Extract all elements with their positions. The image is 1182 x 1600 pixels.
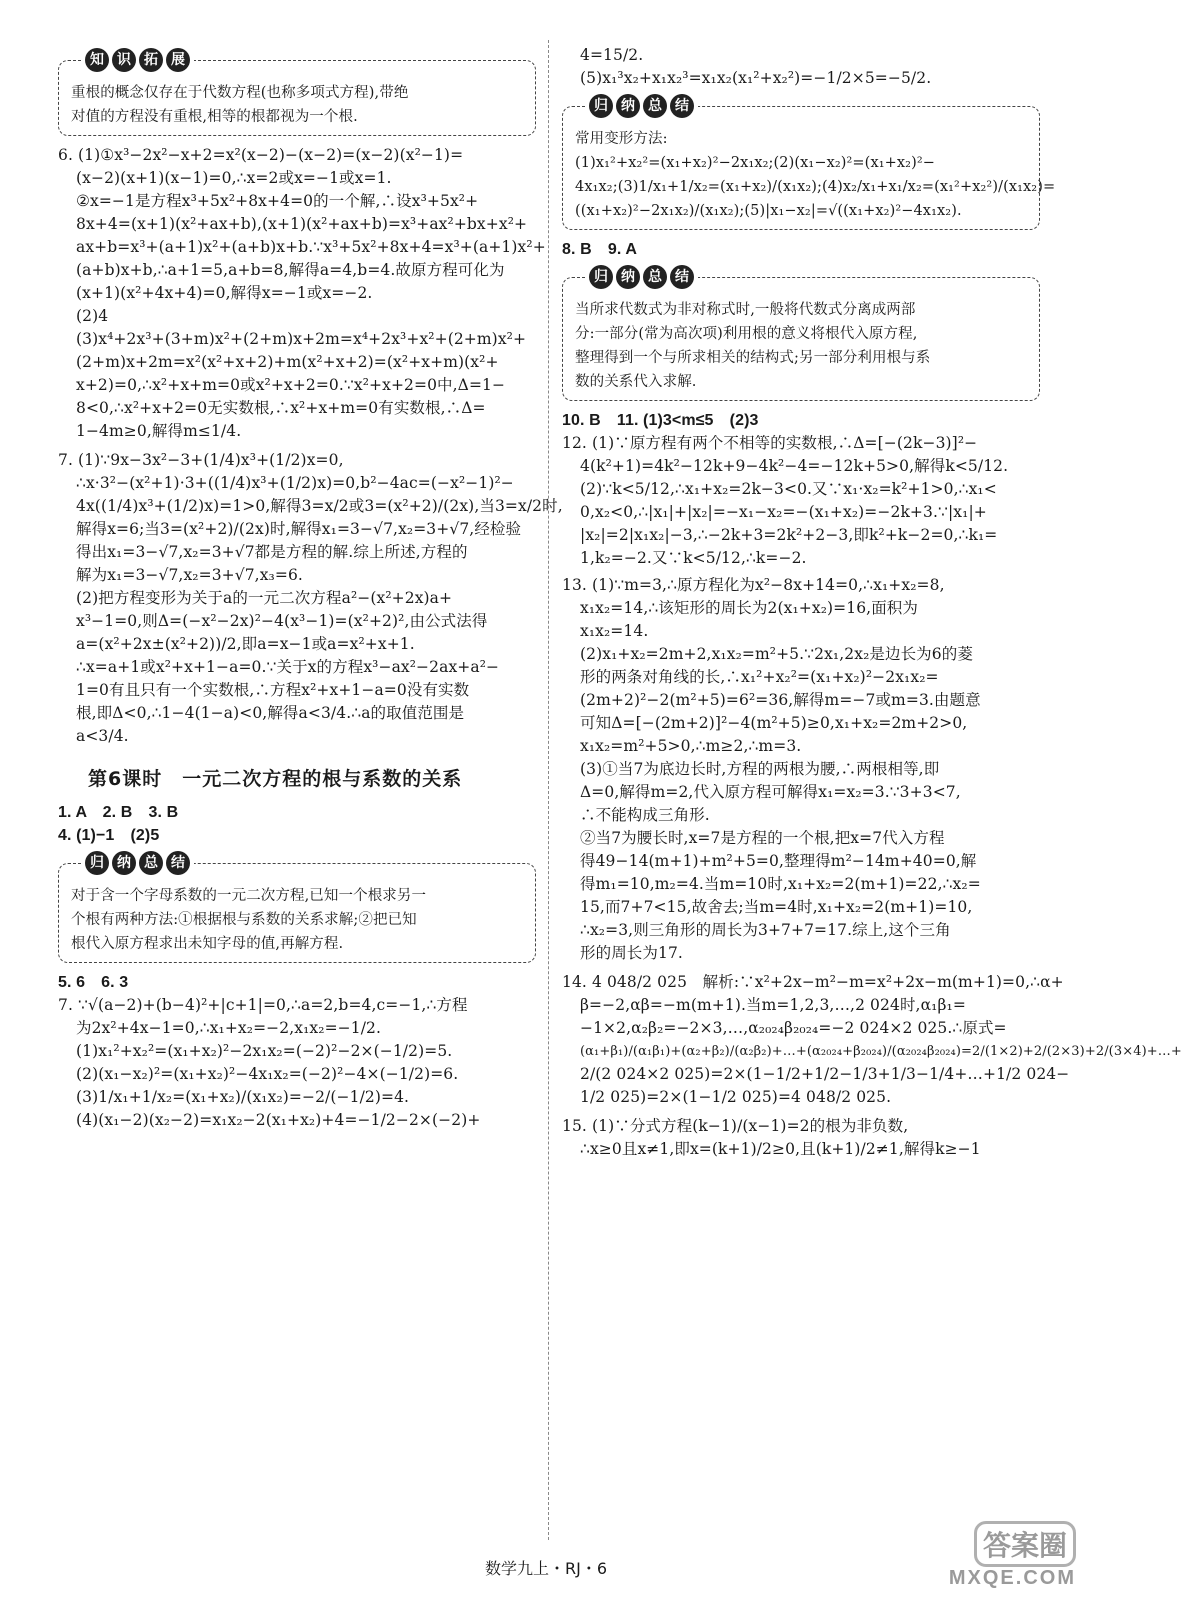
knowledge-box: [58, 52, 536, 136]
summary-box: [562, 269, 1040, 401]
q-line: x₁x₂=14,∴该矩形的周长为2(x₁+x₂)=16,面积为: [580, 599, 919, 617]
q-line: ∴x·3²−(x²+1)·3+((1/4)x³+(1/2)x)=0,b²−4ac=(−x²−1)²−: [76, 474, 514, 492]
summary-tag: [585, 265, 698, 289]
answers-1-3: 1. A 2. B 3. B: [58, 804, 179, 821]
question-14: [562, 971, 1182, 1109]
q-line: ②当7为腰长时,x=7是方程的一个根,把x=7代入方程: [580, 829, 945, 847]
tag-char: 纳: [616, 265, 640, 289]
summary-box: [562, 98, 1056, 230]
q-line: 8x+4=(x+1)(x²+ax+b),(x+1)(x²+ax+b)=x³+ax²+bx+x²+: [76, 215, 528, 233]
q-line: (2)把方程变形为关于a的一元二次方程a²−(x²+2x)a+: [76, 589, 453, 607]
q-line: (3)x⁴+2x³+(3+m)x²+(2+m)x+2m=x⁴+2x³+x²+(2+m)x²+: [76, 330, 527, 348]
question-15: [562, 1115, 1040, 1161]
q-line: 解得x=6;当3=(x²+2)/(2x)时,解得x₁=3−√7,x₂=3+√7,经检验: [76, 520, 522, 538]
question-6: [58, 144, 546, 443]
q-line: 得49−14(m+1)+m²+5=0,整理得m²−14m+40=0,解: [580, 852, 977, 870]
tag-char: 识: [112, 48, 136, 72]
answer-4: 4. (1)−1 (2)5: [58, 827, 160, 844]
q-line: β=−2,αβ=−m(m+1).当m=1,2,3,…,2 024时,α₁β₁=: [580, 996, 966, 1014]
q-line: (a+b)x+b,∴a+1=5,a+b=8,解得a=4,b=4.故原方程可化为: [76, 261, 505, 279]
question-7b: [58, 994, 536, 1132]
q-line: 7. ∵√(a−2)+(b−4)²+|c+1|=0,∴a=2,b=4,c=−1,∴方程: [58, 996, 468, 1014]
q-line: (3)①当7为底边长时,方程的两根为腰,∴两根相等,即: [580, 760, 940, 778]
q-line: −1×2,α₂β₂=−2×3,…,α₂₀₂₄β₂₀₂₄=−2 024×2 025.∴原式=: [580, 1019, 1007, 1037]
box-text: 分:一部分(常为高次项)利用根的意义将根代入原方程,: [575, 326, 918, 342]
question-12: [562, 432, 1040, 570]
box-text: 对于含一个字母系数的一元二次方程,已知一个根求另一: [71, 888, 427, 904]
tag-char: 总: [643, 265, 667, 289]
q-line: (2m+2)²−2(m²+5)=6²=36,解得m=−7或m=3.由题意: [580, 691, 981, 709]
q-line: (2)∵k<5/12,∴x₁+x₂=2k−3<0.又∵x₁·x₂=k²+1>0,∴x₁<: [580, 480, 997, 498]
watermark-url: MXQE.COM: [948, 1567, 1076, 1589]
q-line: 根,即Δ<0,∴1−4(1−a)<0,解得a<3/4.∴a的取值范围是: [76, 704, 465, 722]
q-line: 形的周长为17.: [580, 944, 683, 962]
q-line: (3)1/x₁+1/x₂=(x₁+x₂)/(x₁x₂)=−2/(−1/2)=4.: [76, 1088, 410, 1106]
q-line: (2)x₁+x₂=2m+2,x₁x₂=m²+5.∵2x₁,2x₂是边长为6的菱: [580, 645, 973, 663]
q-line: 7. (1)∵9x−3x²−3+(1/4)x³+(1/2)x=0,: [58, 451, 344, 469]
q-line: x₁x₂=14.: [580, 622, 649, 640]
box-text: 4x₁x₂;(3)1/x₁+1/x₂=(x₁+x₂)/(x₁x₂);(4)x₂/x₁+x₁/x₂=(x₁²+x₂²)/(x₁x₂)=: [575, 179, 1056, 195]
q-line: 1=0有且只有一个实数根,∴方程x²+x+1−a=0没有实数: [76, 681, 470, 699]
q-line: 8<0,∴x²+x+2=0无实数根,∴x²+x+m=0有实数根,∴Δ=: [76, 399, 486, 417]
box-text: 整理得到一个与所求相关的结构式;另一部分利用根与系: [575, 350, 931, 366]
lesson-title: 第6课时 一元二次方程的根与系数的关系: [88, 768, 463, 790]
q-line: 0,x₂<0,∴|x₁|+|x₂|=−x₁−x₂=−(x₁+x₂)=−2k+3.∵|x₁|+: [580, 503, 987, 521]
q-line: 13. (1)∵m=3,∴原方程化为x²−8x+14=0,∴x₁+x₂=8,: [562, 576, 945, 594]
tag-char: 知: [85, 48, 109, 72]
q-line: 4(k²+1)=4k²−12k+9−4k²−4=−12k+5>0,解得k<5/12.: [580, 457, 1009, 475]
q-line: (x−2)(x+1)(x−1)=0,∴x=2或x=−1或x=1.: [76, 169, 392, 187]
q-line: a<3/4.: [76, 727, 129, 745]
q-line: 6. (1)①x³−2x²−x+2=x²(x−2)−(x−2)=(x−2)(x²−1)=: [58, 146, 464, 164]
tag-char: 纳: [616, 94, 640, 118]
tag-char: 总: [643, 94, 667, 118]
q-line: 1/2 025)=2×(1−1/2 025)=4 048/2 025.: [580, 1088, 892, 1106]
knowledge-tag: [81, 48, 194, 72]
q-line: ax+b=x³+(a+1)x²+(a+b)x+b.∵x³+5x²+8x+4=x³+(a+1)x²+: [76, 238, 546, 256]
q-line: (4)(x₁−2)(x₂−2)=x₁x₂−2(x₁+x₂)+4=−1/2−2×(−2)+: [76, 1111, 481, 1129]
tag-char: 结: [670, 94, 694, 118]
summary-tag: [81, 851, 194, 875]
q-line: (1)x₁²+x₂²=(x₁+x₂)²−2x₁x₂=(−2)²−2×(−1/2)=5.: [76, 1042, 453, 1060]
answers-5-6: 5. 6 6. 3: [58, 974, 129, 991]
tag-char: 结: [670, 265, 694, 289]
box-text: (1)x₁²+x₂²=(x₁+x₂)²−2x₁x₂;(2)(x₁−x₂)²=(x₁+x₂)²−: [575, 155, 935, 171]
box-text: 重根的概念仅存在于代数方程(也称多项式方程),带绝: [71, 85, 409, 101]
q-line: 2/(2 024×2 025)=2×(1−1/2+1/2−1/3+1/3−1/4+…+1/2 024−: [580, 1065, 1070, 1083]
tag-char: 拓: [139, 48, 163, 72]
q-line: 为2x²+4x−1=0,∴x₁+x₂=−2,x₁x₂=−1/2.: [76, 1019, 382, 1037]
tag-char: 展: [166, 48, 190, 72]
q-line: 可知Δ=[−(2m+2)]²−4(m²+5)≥0,x₁+x₂=2m+2>0,: [580, 714, 968, 732]
box-text: 根代入原方程求出未知字母的值,再解方程.: [71, 936, 344, 952]
tag-char: 归: [85, 851, 109, 875]
q-line: 1,k₂=−2.又∵k<5/12,∴k=−2.: [580, 549, 807, 567]
box-text: 对值的方程没有重根,相等的根都视为一个根.: [71, 109, 358, 125]
q-line: ∴不能构成三角形.: [580, 806, 710, 824]
box-text: 当所求代数式为非对称式时,一般将代数式分离成两部: [575, 302, 916, 318]
q-line: 1−4m≥0,解得m≤1/4.: [76, 422, 242, 440]
q-line: Δ=0,解得m=2,代入原方程可解得x₁=x₂=3.∵3+3<7,: [580, 783, 961, 801]
q-line: (x+1)(x²+4x+4)=0,解得x=−1或x=−2.: [76, 284, 373, 302]
q-line: (2)(x₁−x₂)²=(x₁+x₂)²−4x₁x₂=(−2)²−4×(−1/2)=6.: [76, 1065, 459, 1083]
q-line: 4x((1/4)x³+(1/2)x)=1>0,解得3=x/2或3=(x²+2)/(2x),当3=x/2时,: [76, 497, 563, 515]
answers-10-11: 10. B 11. (1)3<m≤5 (2)3: [562, 412, 759, 429]
q-line: a=(x²+2x±(x²+2))/2,即a=x−1或a=x²+x+1.: [76, 635, 415, 653]
left-column: [58, 44, 563, 1132]
summary-tag: [585, 94, 698, 118]
q-line: ②x=−1是方程x³+5x²+8x+4=0的一个解,∴设x³+5x²+: [76, 192, 479, 210]
box-text: 常用变形方法:: [575, 131, 668, 147]
tag-char: 归: [589, 265, 613, 289]
summary-box: [58, 855, 536, 963]
column-divider: [548, 40, 549, 1540]
q-line: (2+m)x+2m=x²(x²+x+2)+m(x²+x+2)=(x²+x+m)(x²+: [76, 353, 499, 371]
q-line: (α₁+β₁)/(α₁β₁)+(α₂+β₂)/(α₂β₂)+…+(α₂₀₂₄+β₂₀₂₄)/(α₂₀₂₄β₂₀₂₄)=2/(1×2)+2/(2×3)+2/(3×4)+…+: [580, 1044, 1182, 1059]
q-line: (5)x₁³x₂+x₁x₂³=x₁x₂(x₁²+x₂²)=−1/2×5=−5/2.: [580, 69, 932, 87]
answers-8-9: 8. B 9. A: [562, 241, 637, 258]
q-line: 得出x₁=3−√7,x₂=3+√7都是方程的解.综上所述,方程的: [76, 543, 468, 561]
q-line: 解为x₁=3−√7,x₂=3+√7,x₃=6.: [76, 566, 303, 584]
q-line: ∴x≥0且x≠1,即x=(k+1)/2≥0,且(k+1)/2≠1,解得k≥−1: [580, 1140, 981, 1158]
q-line: 得m₁=10,m₂=4.当m=10时,x₁+x₂=2(m+1)=22,∴x₂=: [580, 875, 981, 893]
q-line: 4=15/2.: [580, 46, 644, 64]
box-text: 数的关系代入求解.: [575, 374, 697, 390]
tag-char: 纳: [112, 851, 136, 875]
q-line: x³−1=0,则Δ=(−x²−2x)²−4(x³−1)=(x²+2)²,由公式法得: [76, 612, 488, 630]
q-line: ∴x=a+1或x²+x+1−a=0.∵关于x的方程x³−ax²−2ax+a²−: [76, 658, 500, 676]
q-line: x₁x₂=m²+5>0,∴m≥2,∴m=3.: [580, 737, 802, 755]
question-7: [58, 449, 563, 748]
tag-char: 结: [166, 851, 190, 875]
tag-char: 总: [139, 851, 163, 875]
question-13: [562, 574, 1040, 965]
page-footer: 数学九上・RJ・6: [484, 1559, 608, 1578]
q-line: 12. (1)∵原方程有两个不相等的实数根,∴Δ=[−(2k−3)]²−: [562, 434, 978, 452]
q-line: (2)4: [76, 307, 109, 325]
q-line: |x₂|=2|x₁x₂|−3,∴−2k+3=2k²+2−3,即k²+k−2=0,∴k₁=: [580, 526, 998, 544]
box-text: 个根有两种方法:①根据根与系数的关系求解;②把已知: [71, 912, 417, 928]
q-line: 15. (1)∵分式方程(k−1)/(x−1)=2的根为非负数,: [562, 1117, 909, 1135]
tag-char: 归: [589, 94, 613, 118]
box-text: ((x₁+x₂)²−2x₁x₂)/(x₁x₂);(5)|x₁−x₂|=√((x₁+x₂)²−4x₁x₂).: [575, 203, 962, 219]
q-line: ∴x₂=3,则三角形的周长为3+7+7=17.综上,这个三角: [580, 921, 951, 939]
watermark-logo: 答案圈: [974, 1521, 1076, 1567]
q-line: 形的两条对角线的长,∴x₁²+x₂²=(x₁+x₂)²−2x₁x₂=: [580, 668, 939, 686]
watermark: [949, 1521, 1076, 1590]
q-line: 15,而7+7<15,故舍去;当m=4时,x₁+x₂=2(m+1)=10,: [580, 898, 973, 916]
right-column: [562, 44, 1182, 1161]
q-line: 14. 4 048/2 025 解析:∵x²+2x−m²−m=x²+2x−m(m+1)=0,∴α+: [562, 973, 1064, 991]
q-line: x+2)=0,∴x²+x+m=0或x²+x+2=0.∵x²+x+2=0中,Δ=1−: [76, 376, 506, 394]
